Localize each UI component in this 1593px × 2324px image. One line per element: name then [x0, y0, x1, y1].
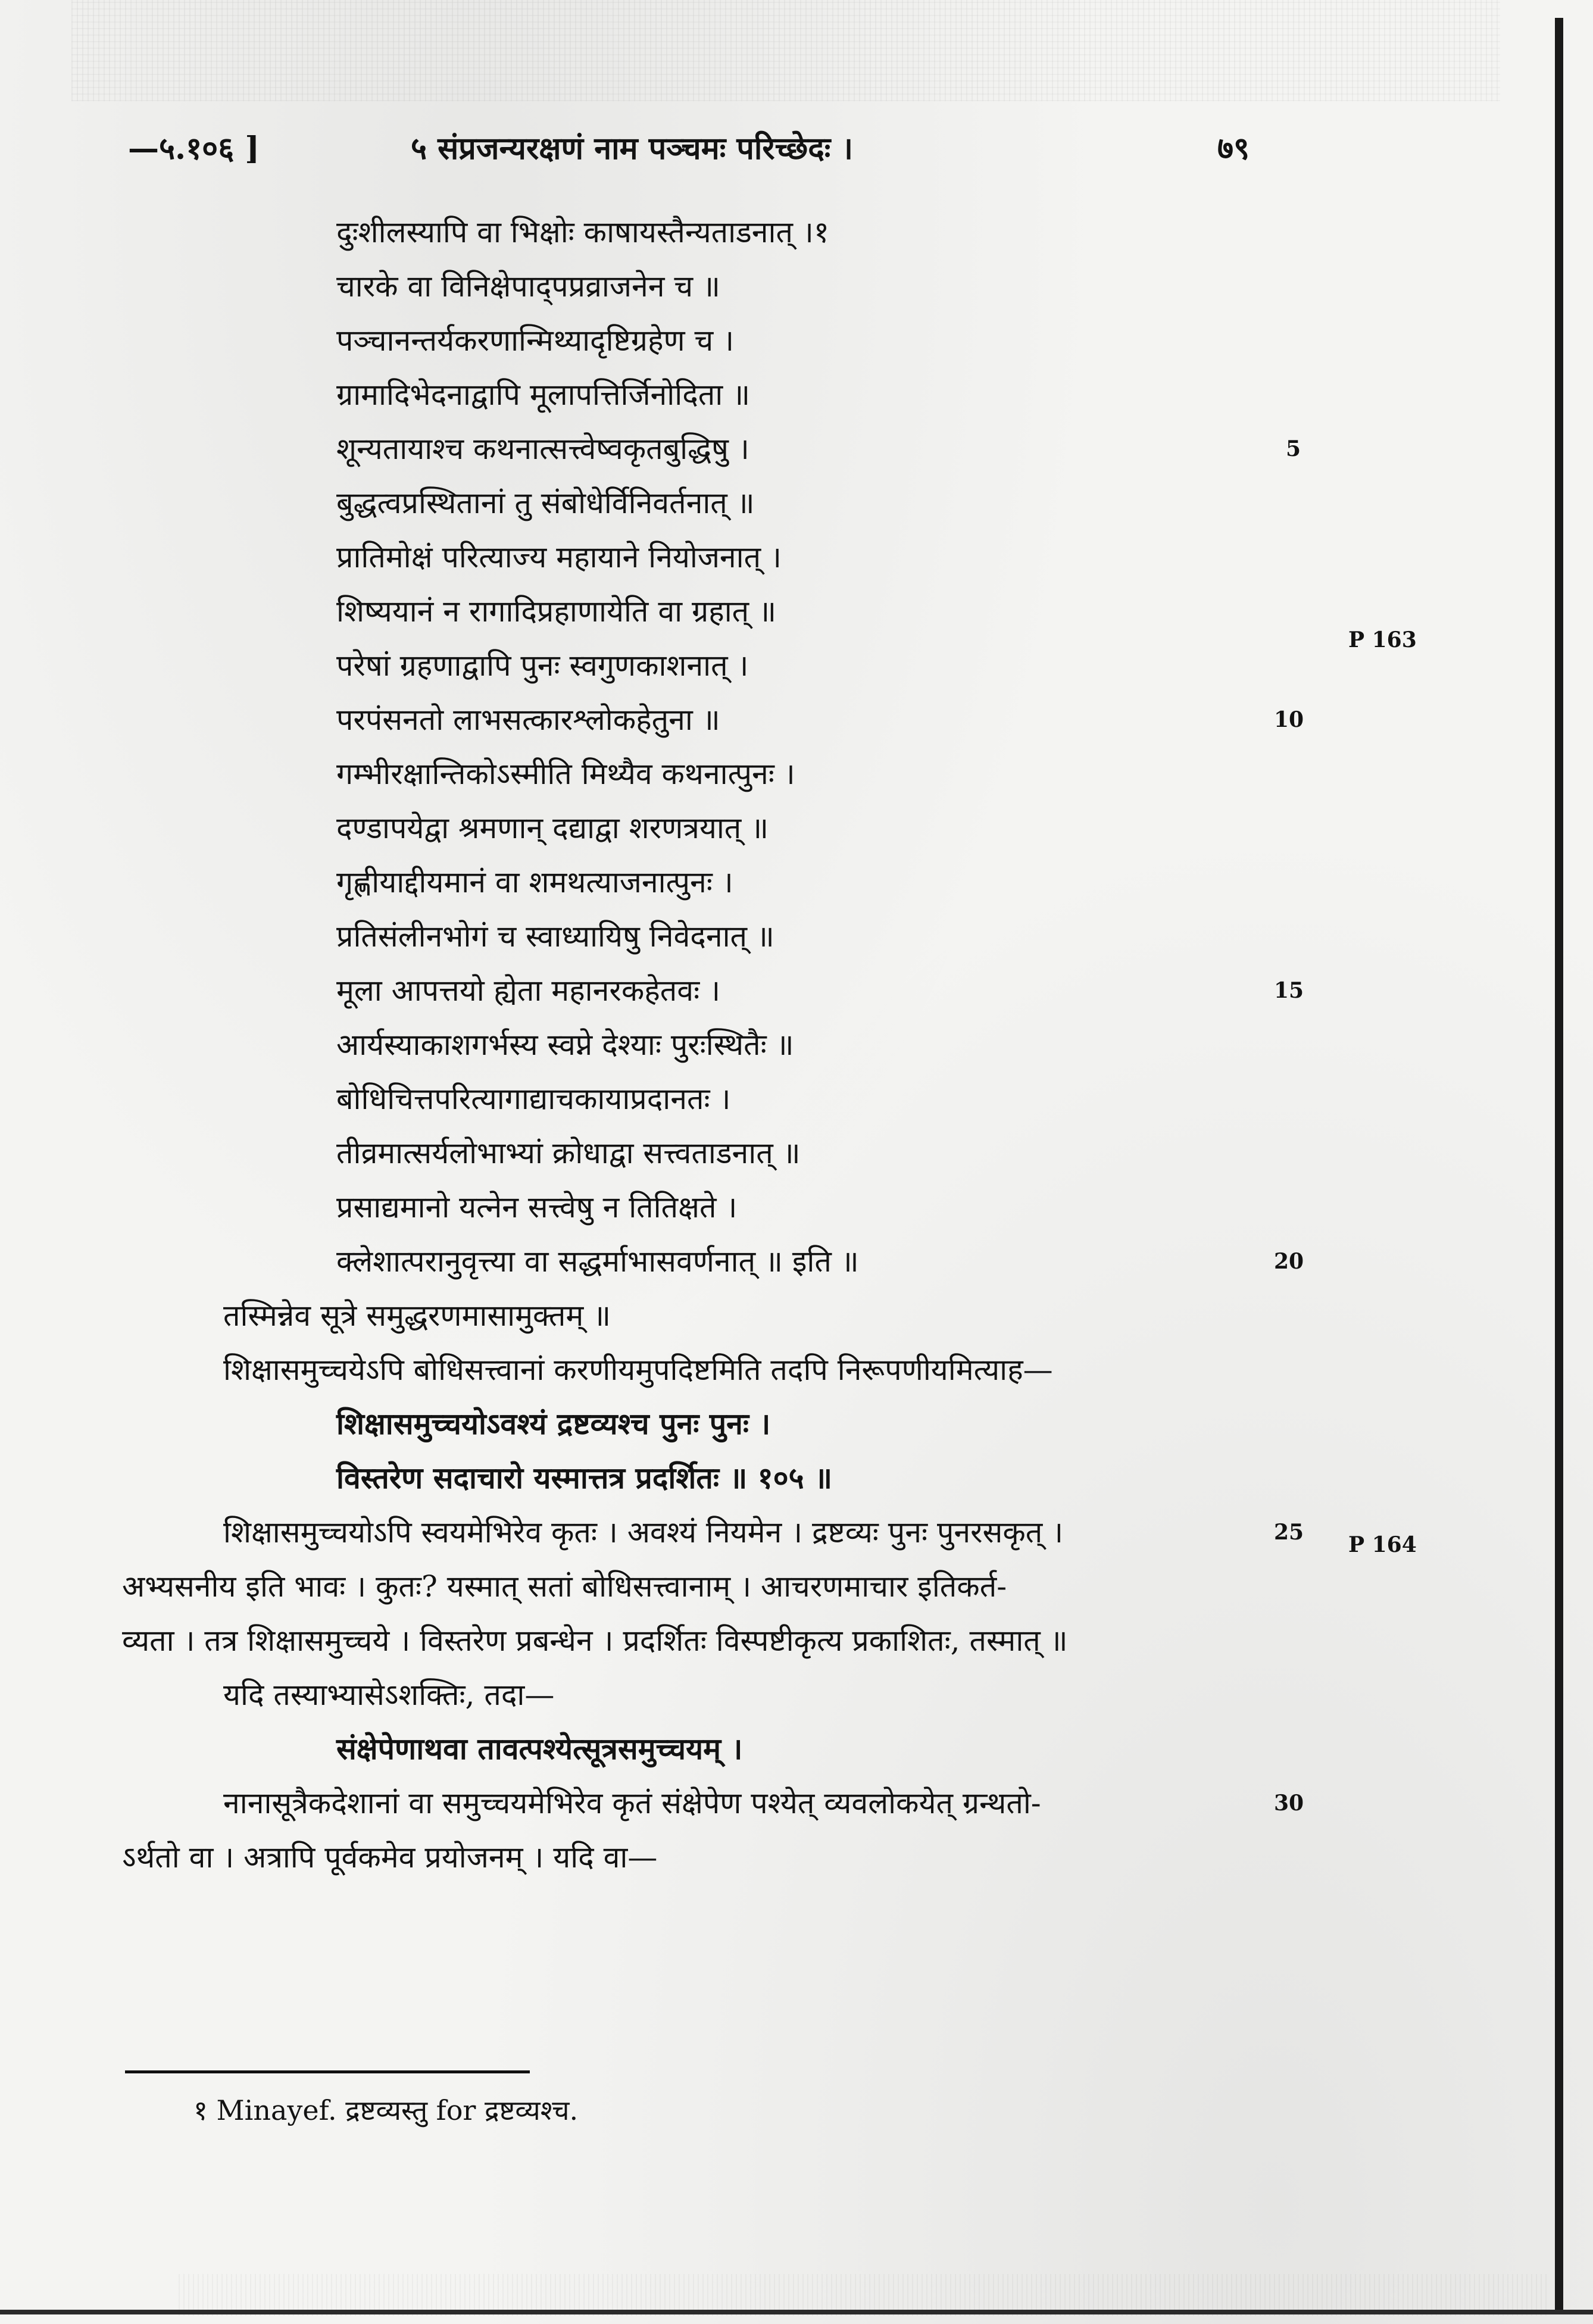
verse-line: परेषां ग्रहणाद्वापि पुनः स्वगुणकाशनात् ।	[336, 648, 749, 683]
page-ref: P 163	[1348, 627, 1417, 652]
line-number: 10	[1274, 707, 1304, 732]
line-number: 5	[1286, 436, 1301, 461]
verse-line: गम्भीरक्षान्तिकोऽस्मीति मिथ्यैव कथनात्पुनः ।	[336, 757, 795, 791]
verse-line: बोधिचित्तपरित्यागाद्याचकायाप्रदानतः ।	[336, 1082, 731, 1116]
footnote-rule	[125, 2070, 530, 2073]
commentary-line: शिक्षासमुच्चयोऽपि स्वयमेभिरेव कृतः । अवश्यं नियमेन । द्रष्टव्यः पुनः पुनरसकृत् ।	[223, 1515, 1064, 1550]
verse-line: बुद्धत्वप्रस्थितानां तु संबोधेर्विनिवर्तनात् ॥	[336, 486, 755, 520]
page-edge-right	[1555, 18, 1563, 2310]
verse-line: प्रातिमोक्षं परित्याज्य महायाने नियोजनात् ।	[336, 540, 782, 574]
verse-line: गृह्णीयाद्दीयमानं वा शमथत्याजनात्पुनः ।	[336, 865, 733, 899]
prose-line: शिक्षासमुच्चयेऽपि बोधिसत्त्वानां करणीयमुपदिष्टमिति तदपि निरूपणीयमित्याह—	[223, 1352, 1053, 1387]
verse-line: प्रसाद्यमानो यत्नेन सत्त्वेषु न तितिक्षते ।	[336, 1190, 738, 1225]
commentary-line: यदि तस्याभ्यासेऽशक्तिः, तदा—	[223, 1678, 555, 1712]
verse-line: ग्रामादिभेदनाद्वापि मूलापत्तिर्जिनोदिता ॥	[336, 377, 751, 412]
karika-line: शिक्षासमुच्चयोऽवश्यं द्रष्टव्यश्च पुनः पुनः ।	[336, 1406, 771, 1441]
verse-line: दण्डापयेद्वा श्रमणान् दद्याद्वा शरणत्रयात् ॥	[336, 811, 769, 845]
verse-line: शिष्ययानं न रागादिप्रहाणायेति वा ग्रहात् ॥	[336, 594, 777, 629]
verse-line: आर्यस्याकाशगर्भस्य स्वप्ने देश्याः पुरःस्थितैः ॥	[336, 1027, 794, 1062]
verse-line: चारके वा विनिक्षेपाद्पप्रव्राजनेन च ॥	[336, 269, 720, 304]
page-ref: P 164	[1348, 1532, 1417, 1557]
line-number: 20	[1274, 1249, 1304, 1274]
verse-line: प्रतिसंलीनभोगं च स्वाध्यायिषु निवेदनात् ॥	[336, 919, 774, 954]
verse-line: दुःशीलस्यापि वा भिक्षोः काषायस्तैन्यताडनात् ।१	[336, 215, 829, 249]
scan-noise-top	[71, 0, 1500, 101]
prose-line: तस्मिन्नेव सूत्रे समुद्धरणमासामुक्तम् ॥	[223, 1298, 611, 1333]
header-page-number: ७९	[1217, 130, 1250, 167]
header-verse-ref: —५.१०६ ]	[128, 130, 260, 167]
commentary-line: नानासूत्रैकदेशानां वा समुच्चयमेभिरेव कृतं संक्षेपेण पश्येत् व्यवलोकयेत् ग्रन्थतो-	[223, 1786, 1041, 1820]
verse-line: मूला आपत्तयो ह्येता महानरकहेतवः ।	[336, 973, 721, 1008]
line-number: 25	[1274, 1520, 1304, 1545]
verse-line: परपंसनतो लाभसत्कारश्लोकहेतुना ॥	[336, 702, 720, 737]
commentary-line: व्यता । तत्र शिक्षासमुच्चये । विस्तरेण प्रबन्धेन । प्रदर्शितः विस्पष्टीकृत्य प्रकाशितः, तस्मात् ॥	[122, 1623, 1068, 1658]
karika-line: संक्षेपेणाथवा तावत्पश्येत्सूत्रसमुच्चयम् ।	[336, 1731, 743, 1766]
line-number: 30	[1274, 1791, 1304, 1816]
commentary-line: अभ्यसनीय इति भावः । कुतः? यस्मात् सतां बोधिसत्त्वानाम् । आचरणमाचार इतिकर्त-	[122, 1569, 1007, 1604]
verse-line: शून्यतायाश्च कथनात्सत्त्वेष्वकृतबुद्धिषु ।	[336, 432, 749, 466]
line-number: 15	[1274, 978, 1304, 1003]
verse-line: पञ्चानन्तर्यकरणान्मिथ्यादृष्टिग्रहेण च ।	[336, 323, 735, 358]
verse-line: तीव्रमात्सर्यलोभाभ्यां क्रोधाद्वा सत्त्वताडनात् ॥	[336, 1136, 801, 1170]
header-chapter-title: ५ संप्रजन्यरक्षणं नाम पञ्चमः परिच्छेदः ।	[411, 130, 854, 167]
page-edge-bottom	[0, 2310, 1593, 2314]
verse-line: क्लेशात्परानुवृत्त्या वा सद्धर्माभासवर्णनात् ॥ इति ॥	[336, 1244, 859, 1279]
footnote: १ Minayef. द्रष्टव्यस्तु for द्रष्टव्यश्च.	[193, 2094, 579, 2126]
commentary-line: ऽर्थतो वा । अत्रापि पूर्वकमेव प्रयोजनम् । यदि वा—	[122, 1840, 658, 1875]
karika-line: विस्तरेण सदाचारो यस्मात्तत्र प्रदर्शितः ॥ १०५ ॥	[336, 1460, 833, 1495]
